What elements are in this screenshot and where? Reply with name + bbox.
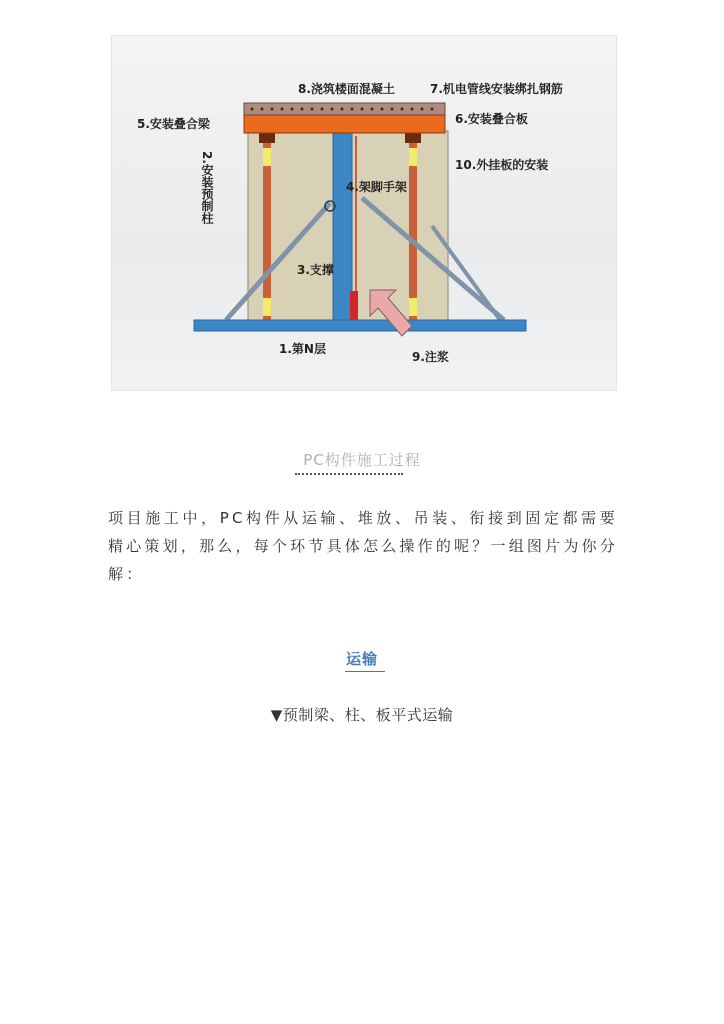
precast-column: [333, 131, 352, 321]
label-8: 8.浇筑楼面混凝土: [298, 82, 395, 96]
label-3: 3.支撑: [297, 263, 334, 277]
right-post-bottom-cap: [409, 298, 417, 316]
left-beam-cap: [259, 133, 275, 143]
label-5: 5.安装叠合梁: [137, 117, 210, 131]
label-7: 7.机电管线安装绑扎钢筋: [430, 82, 563, 96]
left-post: [263, 141, 271, 321]
diagram-drawing: [112, 36, 618, 392]
figure-caption: PC构件施工过程: [303, 451, 421, 469]
section-underline: [345, 671, 385, 672]
caption-underline: [295, 473, 403, 475]
floor-slab: [194, 320, 526, 331]
section-title-transport: 运输: [345, 650, 378, 668]
construction-process-diagram: [111, 35, 617, 391]
left-post-top-cap: [263, 148, 271, 166]
label-9: 9.注浆: [412, 350, 449, 364]
label-2: 2.安装预制柱: [200, 151, 214, 224]
label-4: 4.架脚手架: [346, 180, 407, 194]
intro-paragraph: 项目施工中，PC构件从运输、堆放、吊装、衔接到固定都需要精心策划，那么，每个环节具体怎么操作的呢？一组图片为你分解：: [108, 509, 618, 583]
right-post: [409, 141, 417, 321]
composite-slab: [244, 115, 445, 133]
image-subcaption: ▼预制梁、柱、板平式运输: [270, 706, 454, 724]
label-10: 10.外挂板的安装: [455, 158, 549, 172]
label-6: 6.安装叠合板: [455, 112, 528, 126]
left-post-bottom-cap: [263, 298, 271, 316]
label-1: 1.第N层: [279, 342, 326, 356]
concrete-topping: [244, 103, 445, 115]
right-post-top-cap: [409, 148, 417, 166]
left-wall-panel: [248, 131, 333, 321]
right-beam-cap: [405, 133, 421, 143]
